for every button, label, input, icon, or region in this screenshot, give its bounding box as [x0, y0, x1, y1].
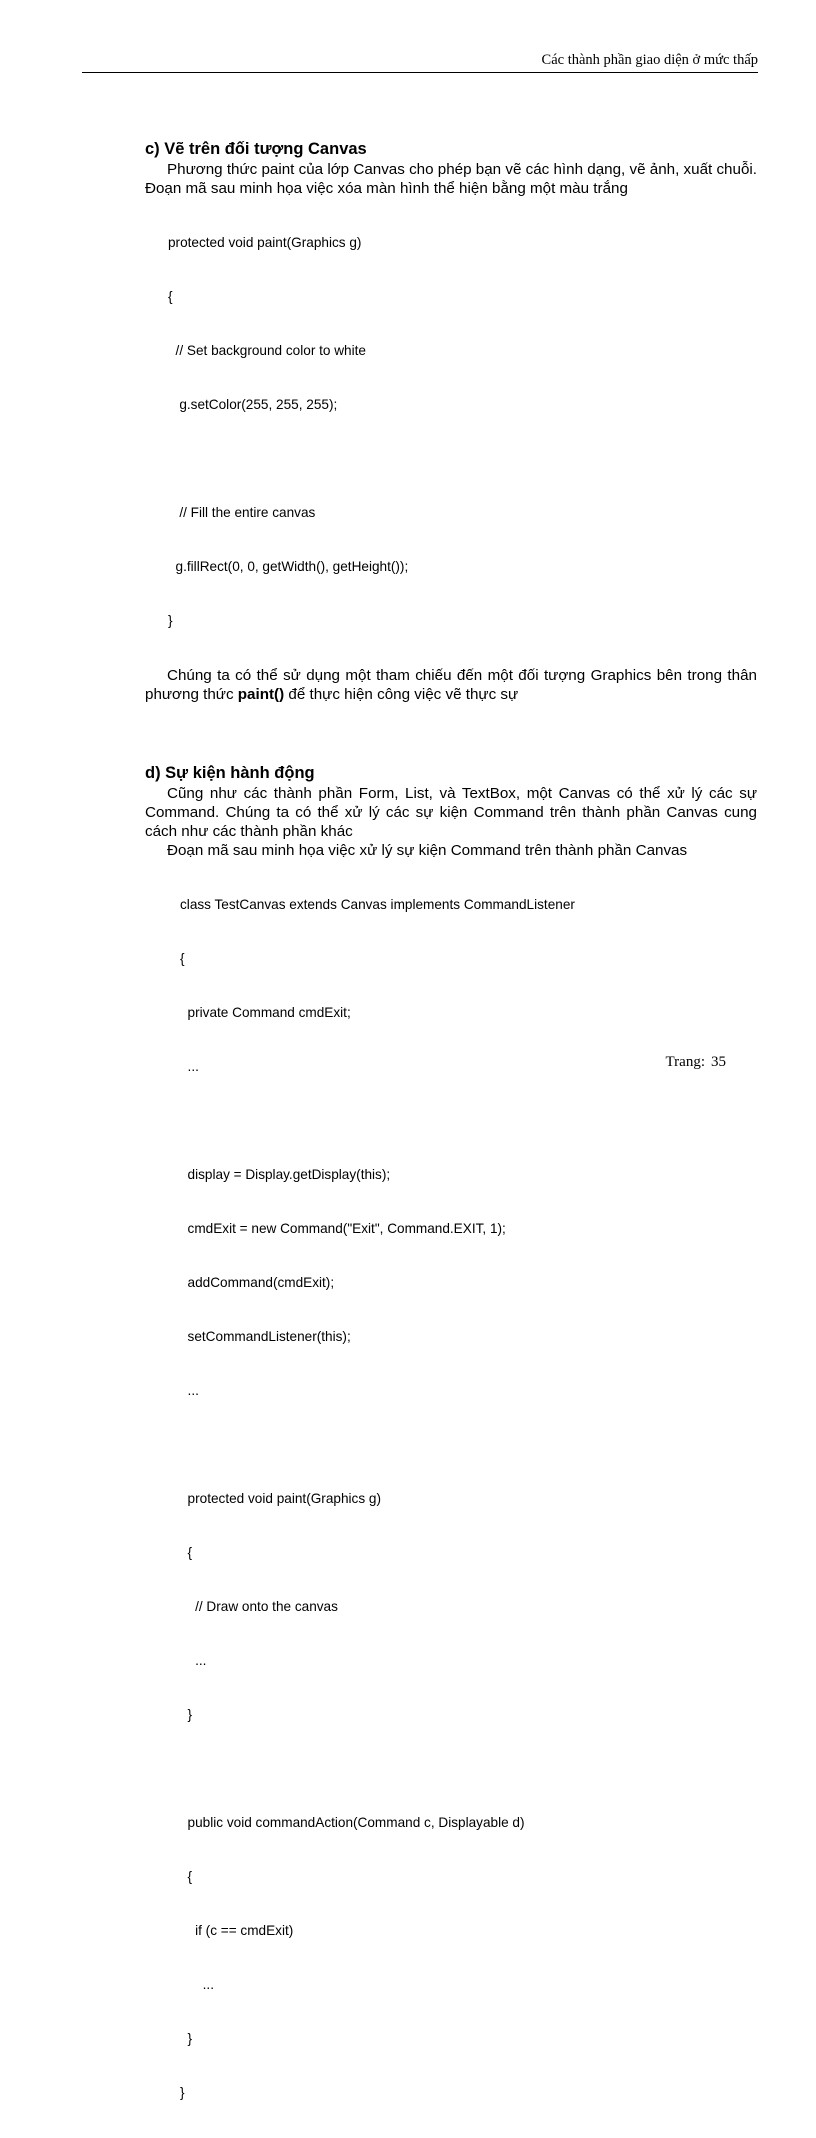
- outro-text-1: Chúng ta có thể sử dụng một tham chiếu đến một đối tượng Graphics bên trong thân phương thức: [145, 667, 757, 703]
- code-line: // Fill the entire canvas: [168, 505, 316, 520]
- section-c-outro: [145, 666, 757, 704]
- code-line: // Draw onto the canvas: [180, 1599, 338, 1614]
- code-line: protected void paint(Graphics g): [168, 235, 362, 250]
- code-line: g.fillRect(0, 0, getWidth(), getHeight());: [168, 559, 409, 574]
- code-line: {: [180, 1869, 193, 1884]
- code-line: public void commandAction(Command c, Displayable d): [180, 1815, 525, 1830]
- code-line: class TestCanvas extends Canvas implements CommandListener: [180, 897, 575, 912]
- code-line: g.setColor(255, 255, 255);: [168, 397, 338, 412]
- outro-bold: paint(): [237, 686, 285, 703]
- code-line: addCommand(cmdExit);: [180, 1275, 335, 1290]
- code-line: [180, 1760, 757, 1778]
- section-d-intro2: Đoạn mã sau minh họa việc xử lý sự kiện Command trên thành phần Canvas: [167, 842, 688, 859]
- footer-label: Trang:: [665, 1054, 705, 1070]
- page-header: [82, 52, 758, 73]
- page-number: 35: [711, 1054, 726, 1070]
- code-line: ...: [180, 1653, 207, 1668]
- header-title: Các thành phần giao diện ở mức thấp: [541, 52, 758, 68]
- section-d-heading: d) Sự kiện hành động: [145, 764, 315, 782]
- code-line: }: [180, 2031, 193, 2046]
- section-d-code: [180, 860, 757, 2138]
- code-line: [180, 1436, 757, 1454]
- code-line: cmdExit = new Command("Exit", Command.EXIT, 1);: [180, 1221, 506, 1236]
- section-c-intro: Phương thức paint của lớp Canvas cho phép bạn vẽ các hình dạng, vẽ ảnh, xuất chuỗi. Đoạn mã sau minh họa việc xóa màn hình thể hiện bằng một màu trắng: [145, 161, 757, 197]
- code-line: }: [180, 2085, 185, 2100]
- code-line: {: [168, 289, 173, 304]
- code-line: private Command cmdExit;: [180, 1005, 351, 1020]
- section-c-heading: c) Vẽ trên đối tượng Canvas: [145, 140, 367, 158]
- outro-text-2: để thực hiện công việc vẽ thực sự: [284, 686, 519, 703]
- code-line: // Set background color to white: [168, 343, 366, 358]
- page-footer: [666, 1054, 726, 1071]
- code-line: }: [180, 1707, 193, 1722]
- code-line: display = Display.getDisplay(this);: [180, 1167, 391, 1182]
- code-line: ...: [180, 1059, 199, 1074]
- code-line: setCommandListener(this);: [180, 1329, 351, 1344]
- section-d-intro: Cũng như các thành phần Form, List, và TextBox, một Canvas có thể xử lý các sự Command. Chúng ta có thể xử lý các sự kiện Command trên thành phần Canvas cung cách như các thành phần khác: [145, 785, 757, 840]
- code-line: }: [168, 613, 173, 628]
- code-line: {: [180, 1545, 193, 1560]
- code-line: ...: [180, 1383, 199, 1398]
- section-c-code: [168, 198, 757, 666]
- code-line: ...: [180, 1977, 214, 1992]
- code-line: [180, 1112, 757, 1130]
- code-line: {: [180, 951, 185, 966]
- code-line: protected void paint(Graphics g): [180, 1491, 381, 1506]
- code-line: if (c == cmdExit): [180, 1923, 294, 1938]
- code-line: [168, 450, 757, 468]
- page-content: [145, 138, 757, 2138]
